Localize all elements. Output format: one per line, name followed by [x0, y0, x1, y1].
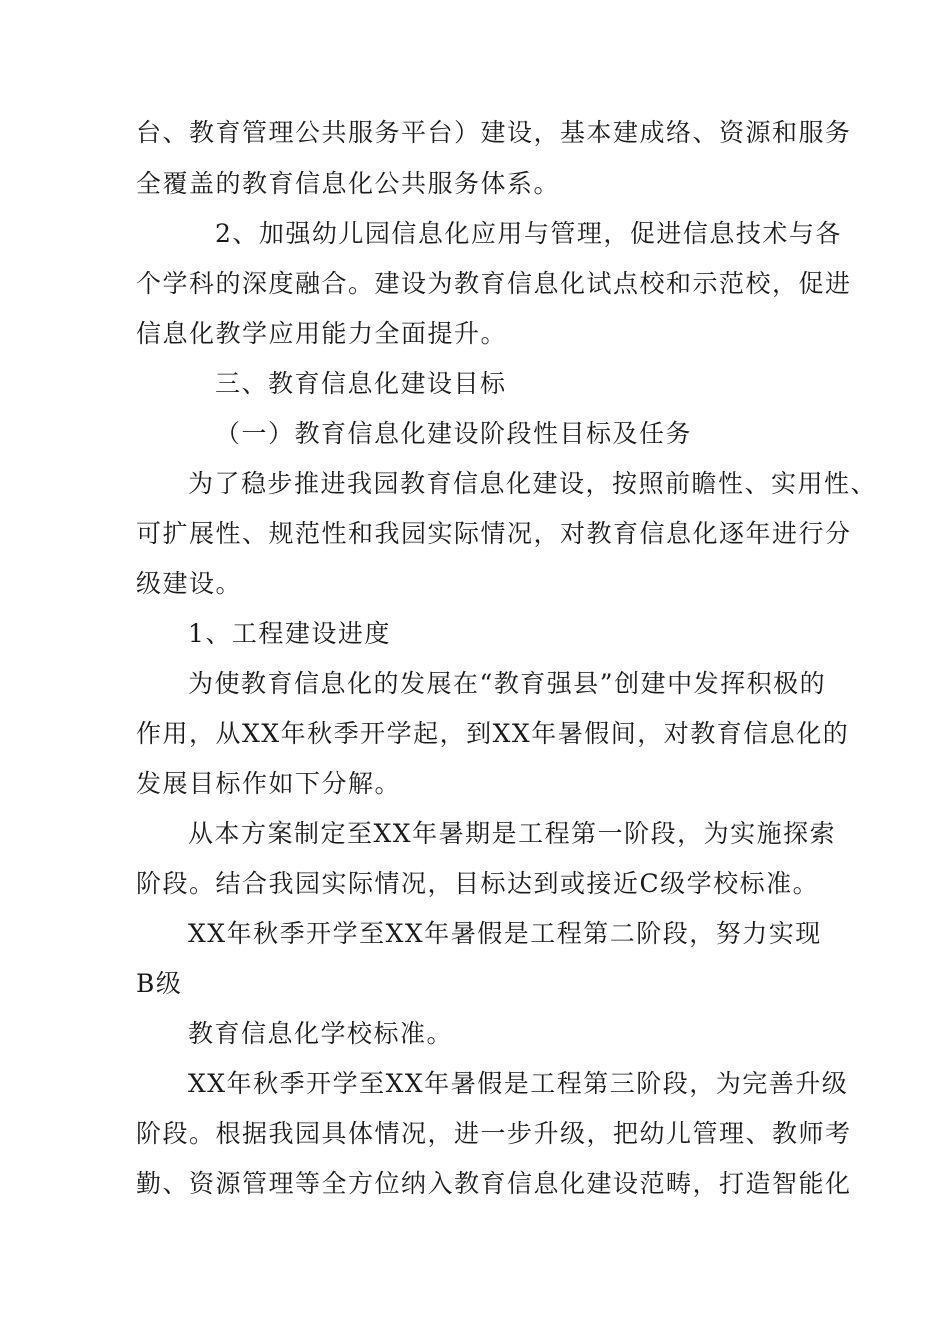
text-line: 发展目标作如下分解。	[136, 769, 402, 798]
text-line: 作用，从XX年秋季开学起，到XX年暑假间，对教育信息化的	[136, 719, 850, 748]
text-line: B级	[136, 969, 183, 998]
text-line: 全覆盖的教育信息化公共服务体系。	[136, 169, 561, 198]
text-line: 级建设。	[136, 569, 243, 598]
text-line: 阶段。根据我园具体情况，进一步升级，把幼儿管理、教师考	[136, 1119, 852, 1148]
text-line: XX年秋季开学至XX年暑假是工程第二阶段，努力实现	[188, 919, 822, 948]
text-line: 教育信息化学校标准。	[188, 1019, 454, 1048]
text-line: 勤、资源管理等全方位纳入教育信息化建设范畴，打造智能化	[136, 1169, 852, 1198]
text-line: XX年秋季开学至XX年暑假是工程第三阶段，为完善升级	[188, 1069, 849, 1098]
text-line: 为了稳步推进我园教育信息化建设，按照前瞻性、实用性、	[188, 469, 878, 498]
text-line: 台、教育管理公共服务平台）建设，基本建成络、资源和服务	[136, 118, 852, 147]
text-line: 可扩展性、规范性和我园实际情况，对教育信息化逐年进行分	[136, 519, 852, 548]
text-line: 为使教育信息化的发展在“教育强县”创建中发挥积极的	[188, 669, 827, 698]
text-line: 阶段。结合我园实际情况，目标达到或接近C级学校标准。	[136, 869, 820, 898]
text-line: 个学科的深度融合。建设为教育信息化试点校和示范校，促进	[136, 269, 852, 298]
item-heading: 1、工程建设进度	[188, 619, 391, 648]
text-line: 从本方案制定至XX年暑期是工程第一阶段，为实施探索	[188, 819, 837, 848]
text-line: 信息化教学应用能力全面提升。	[136, 319, 508, 348]
subsection-heading: （一）教育信息化建设阶段性目标及任务	[215, 419, 693, 448]
text-line: 2、加强幼儿园信息化应用与管理，促进信息技术与各	[215, 219, 842, 248]
section-heading: 三、教育信息化建设目标	[215, 369, 507, 398]
